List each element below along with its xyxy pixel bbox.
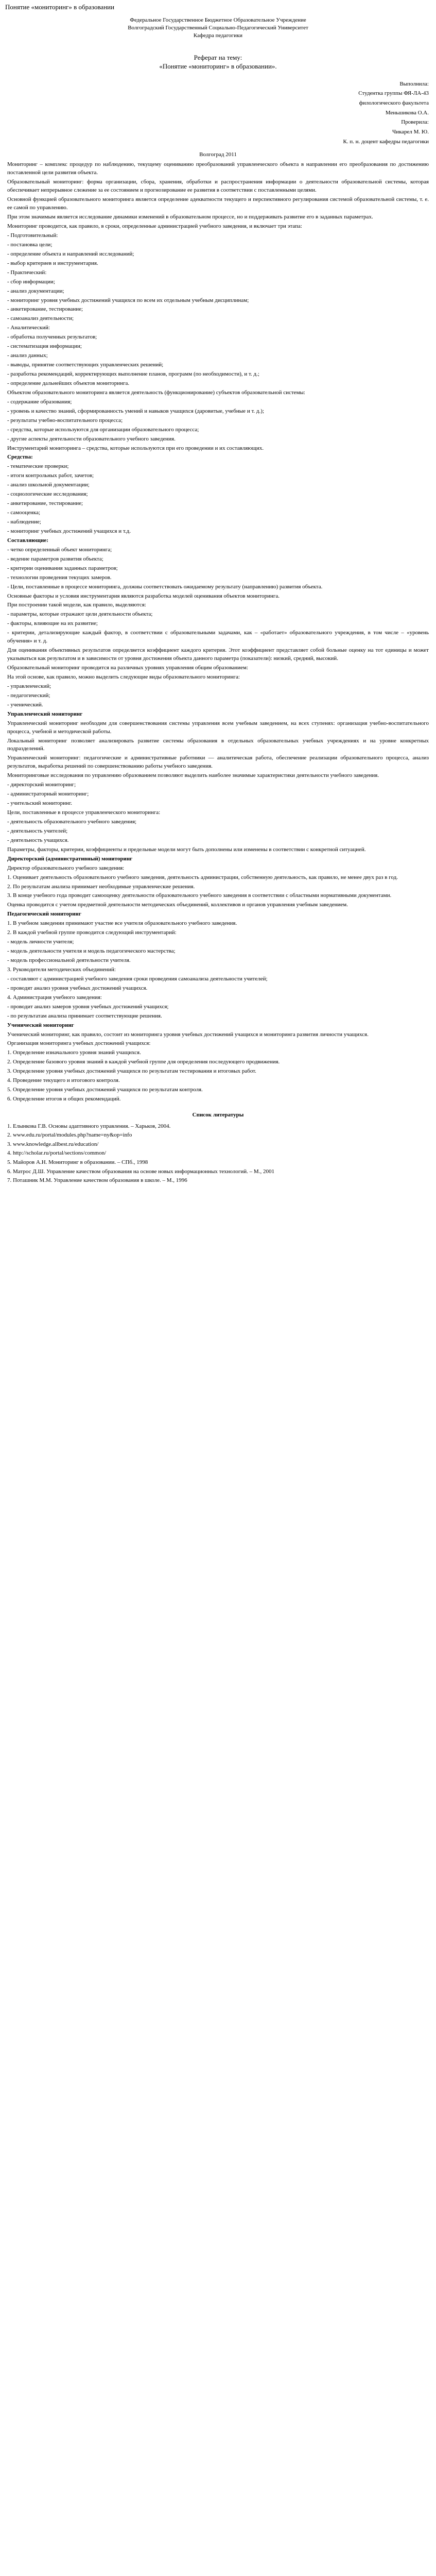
- paragraph: - факторы, влияющие на их развитие;: [7, 620, 98, 627]
- header-line: Кафедра педагогики: [193, 32, 243, 39]
- paragraph: - самооценка;: [7, 510, 41, 516]
- paragraph: 4. Проведение текущего и итогового контроля.: [7, 1077, 120, 1084]
- paragraph: 2. В каждой учебной группе проводится следующий инструментарий:: [7, 929, 177, 936]
- reference-item: 1. Елынкова Г.В. Основы адаптивного управления. – Харьков, 2004.: [7, 1123, 171, 1129]
- paragraph: - систематизация информации;: [7, 343, 82, 350]
- paragraph: - выводы, принятие соответствующих управленческих решений;: [7, 362, 164, 368]
- paragraph: - итоги контрольных работ, зачетов;: [7, 472, 94, 479]
- paragraph: - проводит анализ замеров уровня учебных достижений учащихся;: [7, 1003, 169, 1010]
- paragraph: 1. Определение изначального уровня знаний учащихся.: [7, 1049, 141, 1056]
- paragraph: - постановка цели;: [7, 241, 53, 248]
- author-info-line: Проверила:: [401, 119, 429, 126]
- paragraph: Цели, поставленные в процессе управленческого мониторинга:: [7, 809, 161, 816]
- reference-item: 4. http://scholar.ru/portal/sections/common/: [7, 1150, 107, 1157]
- paragraph: 5. Определение уровня учебных достижений учащихся по результатам контроля.: [7, 1087, 203, 1093]
- reference-item: 2. www.edu.ru/portal/modules.php?name=ny&op=info: [7, 1132, 132, 1139]
- paragraph: - директорский мониторинг;: [7, 782, 76, 788]
- paragraph: Основной функцией образовательного мониторинга является определение адекватности текущего и перспективного регулирования системой образовательной системы, т. е. ее самой по управлению.: [7, 196, 429, 211]
- paragraph: На этой основе, как правило, можно выделить следующие виды образовательного мониторинга:: [7, 673, 240, 680]
- paragraph: Составляющие:: [7, 537, 48, 544]
- paragraph: - анализ школьной документации;: [7, 482, 90, 488]
- paragraph: Объектом образовательного мониторинга является деятельность (функционирование) субъектов образовательной системы:: [7, 389, 305, 396]
- paragraph: - технологии проведения текущих замеров.: [7, 574, 112, 581]
- paragraph: Для оценивания объективных результатов определяется коэффициент каждого критерия. Этот коэффициент представляет собой больные оценку на тот единицы и может указываться как результатом и в зависимости от уровня достижения объекта данного параметра (показатели): низкий, средний, высокий.: [7, 647, 429, 662]
- paragraph: Директорский (административный) мониторинг: [7, 855, 133, 862]
- paragraph: - деятельность учителей;: [7, 827, 68, 834]
- paragraph: 6. Определение итогов и общих рекомендаций.: [7, 1096, 121, 1103]
- paragraph: 3. Руководители методических объединений:: [7, 966, 116, 973]
- paragraph: - выбор критериев и инструментария.: [7, 260, 98, 266]
- topic-line: Реферат на тему:: [194, 53, 242, 61]
- paragraph: - ученический.: [7, 701, 43, 708]
- paragraph: - анкетирование, тестирование;: [7, 500, 83, 507]
- references-heading: Список литературы: [192, 1112, 244, 1118]
- paragraph: Управленческий мониторинг: [7, 710, 83, 717]
- references: [7, 1111, 429, 1185]
- paragraph: Управленческий мониторинг: педагогические и административные работники — аналитическая работа, обеспечение реализации образовательного процесса, анализ результатов, выработка решений по совершенствованию работы учебного заведения.: [7, 755, 429, 770]
- paragraph: 1. Оценивает деятельность образовательного учебного заведения, деятельность администрации, собственную деятельность, как правило, не менее двух раз в год.: [7, 874, 398, 880]
- author-info-line: Меньшикова О.А.: [385, 109, 429, 116]
- paragraph: - обработка полученных результатов;: [7, 334, 97, 341]
- author-info-line: Выполнила:: [399, 80, 429, 87]
- paragraph: При построении такой модели, как правило, выделяются:: [7, 602, 146, 608]
- paragraph: - параметры, которые отражают цели деятельности объекта;: [7, 611, 153, 618]
- document-body: [7, 161, 429, 1104]
- paragraph: При этом значимым является исследование динамики изменений в образовательном процессе, но и поддерживать развитие его в заданных параметрах.: [7, 214, 373, 221]
- paragraph: - педагогический;: [7, 692, 50, 699]
- paragraph: 2. По результатам анализа принимает необходимые управленческие решения.: [7, 883, 195, 890]
- paragraph: - социологические исследования;: [7, 491, 88, 498]
- paragraph: Локальный мониторинг позволяет анализировать развитие системы образования в отдельных образовательных учебных учреждениях и на уровне конкретных подразделений.: [7, 737, 429, 752]
- paragraph: - модель личности учителя;: [7, 939, 74, 945]
- paragraph: 3. В конце учебного года проводит самооценку деятельности образовательного учебного заведения в соответствии с областными нормативными документами.: [7, 892, 392, 899]
- paragraph: - ведение параметров развития объекта;: [7, 555, 103, 562]
- reference-item: 6. Матрос Д.Ш. Управление качеством образования на основе новых информационных технологий. – М., 2001: [7, 1168, 274, 1175]
- paragraph: - по результатам анализа принимает соответствующие решения.: [7, 1012, 162, 1019]
- author-info: [0, 79, 429, 147]
- paragraph: - Аналитический:: [7, 325, 50, 331]
- author-info-line: филологического факультета: [359, 100, 429, 106]
- paragraph: Мониторинг – комплекс процедур по наблюдению, текущему оцениванию преобразований управленческого объекта в направлении его преобразования по достижению поставленной цели развития объекта.: [7, 161, 429, 176]
- paragraph: - результаты учебно-воспитательного процесса;: [7, 417, 123, 423]
- topic-line: «Понятие «мониторинг» в образовании».: [159, 62, 277, 71]
- paragraph: - наблюдение;: [7, 519, 41, 525]
- paragraph: Образовательный мониторинг: форма организации, сбора, хранения, обработки и распространения информации о деятельности образовательной системы, которая обеспечивает непрерывное слежение за ее состоянием и прогнозирование ее развития в соответствии с поставленными целями.: [7, 179, 429, 194]
- paragraph: Организация мониторинга учебных достижений учащихся:: [7, 1040, 151, 1047]
- paragraph: Инструментарий мониторинга – средства, которые используются при его проведении и их составляющих.: [7, 445, 264, 451]
- paragraph: - самоанализ деятельности;: [7, 315, 74, 322]
- paragraph: - анализ данных;: [7, 352, 48, 359]
- paragraph: Мониторинг проводится, как правило, в сроки, определенные администрацией учебного заведения, и включает три этапа:: [7, 223, 302, 229]
- paragraph: - Цели, поставленные в процессе мониторинга, должны соответствовать ожидаемому результату (направлению) развития объекта.: [7, 583, 323, 590]
- paragraph: - средства, которые используются для организации образовательного процесса;: [7, 426, 199, 433]
- paragraph: - определение дальнейших объектов мониторинга.: [7, 380, 130, 386]
- paragraph: Педагогический мониторинг: [7, 911, 81, 918]
- paragraph: - анализ документации;: [7, 287, 64, 294]
- city-year: Волгоград 2011: [199, 151, 237, 158]
- paragraph: Основные факторы и условия инструментария являются разработка моделей оценивания объектов мониторинга.: [7, 592, 280, 599]
- author-info-line: К. п. н. доцент кафедры педагогики: [343, 138, 429, 145]
- paragraph: - управленческий;: [7, 683, 51, 689]
- paragraph: Средства:: [7, 454, 33, 461]
- paragraph: - Практический:: [7, 269, 47, 276]
- paragraph: - проводят анализ уровня учебных достижений учащихся.: [7, 985, 148, 991]
- paragraph: - деятельность учащихся.: [7, 837, 69, 843]
- reference-item: 3. www.knowledge.allbest.ru/education/: [7, 1141, 99, 1147]
- paragraph: - критерии, детализирующие каждый фактор, в соответствии с образовательными задачами, как – «работает» образовательного учреждения, в том числе – «уровень обучения» и т. д.: [7, 630, 429, 645]
- paragraph: 2. Определение базового уровня знаний в каждой учебной группе для определения последующего продвижения.: [7, 1059, 280, 1065]
- paragraph: 1. В учебном заведении принимают участие все учителя образовательного учебного заведения.: [7, 920, 237, 927]
- paragraph: - администраторный мониторинг;: [7, 791, 89, 798]
- paragraph: - учительский мониторинг.: [7, 800, 72, 807]
- document-title: Понятие «мониторинг» в образовании: [5, 3, 115, 11]
- paragraph: - четко определенный объект мониторинга;: [7, 546, 112, 553]
- paragraph: Управленческий мониторинг необходим для совершенствования системы управления всем учебным заведением, на всех ступенях: организация учебно-воспитательного процесса, учебной и методической работы.: [7, 720, 429, 735]
- paragraph: - составляют с администрацией учебного заведения сроки проведения самоанализа деятельности учителей;: [7, 975, 268, 982]
- paragraph: - анкетирование, тестирование;: [7, 306, 83, 313]
- paragraph: - другие аспекты деятельности образовательного учебного заведения.: [7, 435, 176, 442]
- paragraph: Ученический мониторинг, как правило, состоит из мониторинга уровня учебных достижений учащихся и мониторинга развития личности учащихся.: [7, 1031, 369, 1038]
- header-line: Федеральное Государственное Бюджетное Образовательное Учреждение: [130, 17, 306, 23]
- author-info-line: Чикарел М. Ю.: [392, 129, 429, 135]
- paragraph: - содержание образования;: [7, 398, 72, 405]
- paragraph: Параметры, факторы, критерии, коэффициенты и предельные модели могут быть дополнены или изменены в соответствии с конкретной ситуацией.: [7, 846, 366, 853]
- paragraph: - критерии оценивания заданных параметров;: [7, 565, 118, 571]
- paragraph: Мониторинговые исследования по управлению образованием позволяют выделить наиболее значимые характеристики деятельности учебного заведения.: [7, 772, 379, 779]
- author-info-line: Студентка группы ФЯ-ЛА-43: [358, 90, 429, 97]
- reference-item: 7. Поташник М.М. Управление качеством образования в школе. – М., 1996: [7, 1177, 187, 1184]
- reference-item: 5. Майоров А.Н. Мониторинг в образовании. – СПб., 1998: [7, 1159, 148, 1165]
- paragraph: - модель профессиональной деятельности учителя.: [7, 957, 131, 963]
- paragraph: - мониторинг учебных достижений учащихся и т.д.: [7, 528, 131, 534]
- paragraph: Ученический мониторинг: [7, 1022, 74, 1028]
- paragraph: - Подготовительный:: [7, 232, 58, 239]
- paragraph: - деятельность образовательного учебного заведения;: [7, 818, 137, 825]
- paragraph: Директор образовательного учебного заведения:: [7, 865, 125, 871]
- report-topic: [0, 53, 436, 71]
- paragraph: - сбор информации;: [7, 278, 55, 285]
- paragraph: 4. Администрация учебного заведения:: [7, 994, 102, 1001]
- paragraph: 3. Определение уровня учебных достижений учащихся по результатам тестирования и итоговых работ.: [7, 1068, 256, 1075]
- paragraph: Оценка проводится с учетом предметной деятельности методических объединений, коллективов и органов управления учебным заведением.: [7, 902, 348, 908]
- paragraph: - мониторинг уровня учебных достижений учащихся по всем их отдельным учебным дисциплинам;: [7, 297, 249, 303]
- paragraph: - модель деятельности учителя и модель педагогического мастерства;: [7, 948, 176, 955]
- paragraph: Образовательный мониторинг проводится на различных уровнях управления общим образованием:: [7, 665, 249, 671]
- paragraph: - уровень и качество знаний, сформированность умений и навыков учащихся (даровитые, учебные и т. д.);: [7, 408, 264, 414]
- institution-header: [7, 16, 429, 40]
- paragraph: - тематические проверки;: [7, 463, 69, 470]
- paragraph: - определение объекта и направлений исследований;: [7, 250, 134, 257]
- paragraph: - разработка рекомендаций, корректирующих выполнение планов, программ (по необходимости), и т. д.;: [7, 371, 259, 377]
- header-line: Волгоградский Государственный Социально-Педагогический Университет: [128, 24, 308, 31]
